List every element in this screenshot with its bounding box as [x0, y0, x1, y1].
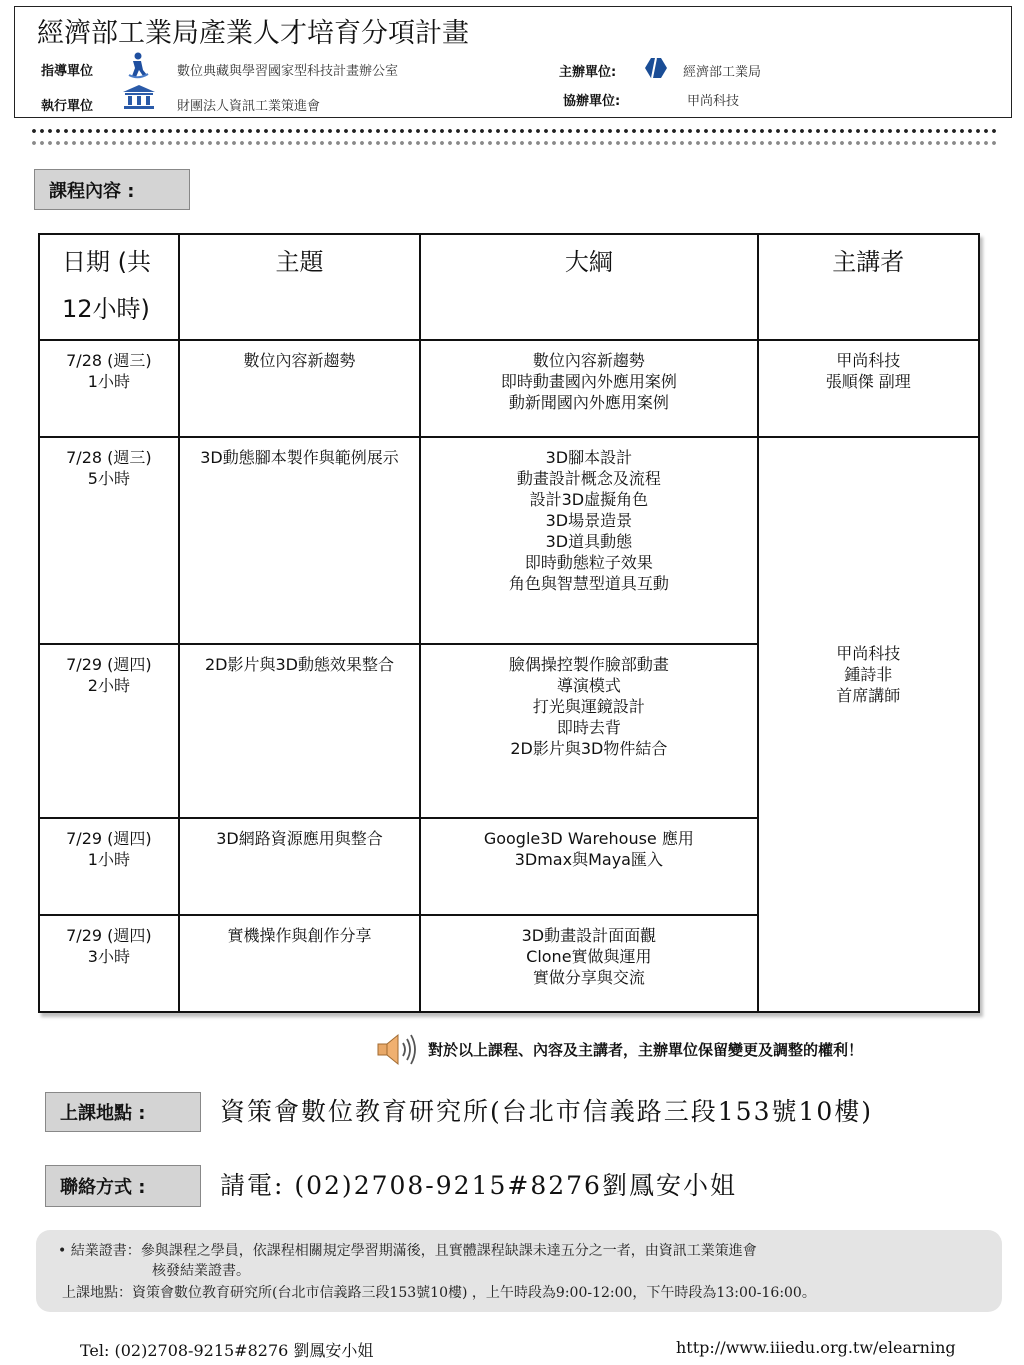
exec-label: 執行單位	[41, 99, 94, 114]
header-date-line1: 日期 (共	[62, 248, 151, 276]
location-note: 上課地點：資策會數位教育研究所(台北市信義路三段153號10樓) ，上午時段為9:00-12:00，下午時段為13:00-16:00。	[62, 1285, 816, 1301]
date-cell	[39, 340, 179, 437]
speaker-name: 張順傑 副理	[825, 372, 911, 391]
exec-value: 財團法人資訊工業策進會	[177, 99, 321, 114]
outline-item: Clone實做與運用	[526, 947, 652, 966]
hours: 3小時	[87, 947, 130, 966]
dotted-divider	[30, 128, 1000, 134]
header-date	[39, 234, 179, 340]
date: 7/29 (週四)	[66, 655, 152, 674]
outline-item: 數位內容新趨勢	[532, 351, 645, 370]
course-section-label: 課程內容 :	[34, 169, 190, 210]
outline-item: 3D腳本設計	[545, 448, 633, 467]
date: 7/29 (週四)	[66, 926, 152, 945]
moea-logo-icon	[643, 57, 669, 79]
speaker-name: 鍾詩非	[844, 664, 893, 684]
date: 7/28 (週三)	[66, 448, 152, 467]
outline-item: 即時動畫國內外應用案例	[500, 372, 677, 391]
speaker-title: 首席講師	[836, 685, 901, 705]
topic-cell: 實機操作與創作分享	[179, 915, 420, 1012]
course-table	[38, 233, 980, 1013]
outline-item: Google3D Warehouse 應用	[483, 829, 694, 848]
dotted-divider-light	[30, 140, 1000, 146]
outline-item: 3D道具動態	[545, 532, 633, 551]
outline-item: 動新聞國內外應用案例	[508, 393, 669, 412]
header-speaker: 主講者	[758, 234, 980, 340]
date: 7/29 (週四)	[66, 829, 152, 848]
certificate-note-cont: 核發結業證書。	[152, 1263, 250, 1279]
header-box	[14, 6, 1012, 118]
date-cell	[39, 915, 179, 1012]
hours: 5小時	[87, 469, 130, 488]
notice	[376, 1032, 863, 1066]
footer-tel: Tel: (02)2708-9215#8276 劉鳳安小姐	[80, 1341, 374, 1360]
host-value: 經濟部工業局	[683, 65, 762, 80]
outline-item: 動畫設計概念及流程	[516, 469, 661, 488]
topic-cell: 數位內容新趨勢	[179, 340, 420, 437]
header-outline: 大綱	[420, 234, 757, 340]
outline-cell	[420, 915, 757, 1012]
speaker-cell	[758, 437, 980, 1012]
footnote-box	[36, 1230, 1002, 1312]
location-value: 資策會數位教育研究所(台北市信義路三段153號10樓)	[220, 1097, 874, 1126]
speaker-cell	[758, 340, 980, 437]
guide-value: 數位典藏與學習國家型科技計畫辦公室	[177, 64, 399, 79]
page-title: 經濟部工業局產業人才培育分項計畫	[37, 18, 469, 49]
topic-cell: 3D動態腳本製作與範例展示	[179, 437, 420, 644]
outline-item: 設計3D虛擬角色	[529, 490, 649, 509]
outline-item: 角色與智慧型道具互動	[508, 574, 669, 593]
speaker-org: 甲尚科技	[836, 351, 901, 370]
date-cell	[39, 644, 179, 818]
host-label: 主辦單位:	[559, 65, 617, 80]
hours: 1小時	[87, 850, 130, 869]
building-icon	[121, 84, 157, 110]
date-cell	[39, 437, 179, 644]
table-row	[39, 340, 979, 437]
outline-item: 3D場景造景	[545, 511, 633, 530]
outline-item: 臉偶操控製作臉部動畫	[508, 655, 669, 674]
outline-cell	[420, 437, 757, 644]
outline-item: 即時去背	[556, 718, 621, 737]
table-row	[39, 437, 979, 644]
outline-item: 即時動態粒子效果	[524, 553, 653, 572]
outline-cell	[420, 818, 757, 915]
outline-item: 實做分享與交流	[532, 968, 645, 987]
notice-text: 對於以上課程、內容及主講者，主辦單位保留變更及調整的權利！	[428, 1040, 864, 1059]
date: 7/28 (週三)	[66, 351, 152, 370]
outline-item: 3Dmax與Maya匯入	[514, 850, 663, 869]
outline-item: 打光與運鏡設計	[532, 697, 645, 716]
guide-label: 指導單位	[41, 64, 94, 79]
date-cell	[39, 818, 179, 915]
hours: 1小時	[87, 372, 130, 391]
footer-url[interactable]: http://www.iiiedu.org.tw/elearning	[676, 1338, 956, 1357]
header-date-line2: 12小時)	[62, 295, 150, 323]
certificate-note: • 結業證書：參與課程之學員，依課程相關規定學習期滿後，且實體課程缺課未達五分之一者，由資訊工業策進會	[58, 1243, 757, 1259]
outline-cell	[420, 340, 757, 437]
contact-value: 請電: (02)2708-9215#8276劉鳳安小姐	[220, 1171, 737, 1200]
outline-item: 2D影片與3D物件結合	[510, 739, 668, 758]
co-label: 協辦單位:	[563, 94, 621, 109]
hours: 2小時	[87, 676, 130, 695]
contact-label: 聯絡方式 :	[45, 1165, 201, 1207]
topic-cell: 3D網路資源應用與整合	[179, 818, 420, 915]
location-label: 上課地點 :	[45, 1092, 201, 1132]
outline-item: 導演模式	[556, 676, 621, 695]
person-icon	[125, 51, 151, 79]
header-topic: 主題	[179, 234, 420, 340]
outline-cell	[420, 644, 757, 818]
outline-item: 3D動畫設計面面觀	[521, 926, 657, 945]
table-header-row	[39, 234, 979, 340]
topic-cell: 2D影片與3D動態效果整合	[179, 644, 420, 818]
speaker-sound-icon	[376, 1032, 420, 1066]
speaker-org: 甲尚科技	[836, 643, 901, 663]
co-value: 甲尚科技	[687, 94, 740, 109]
